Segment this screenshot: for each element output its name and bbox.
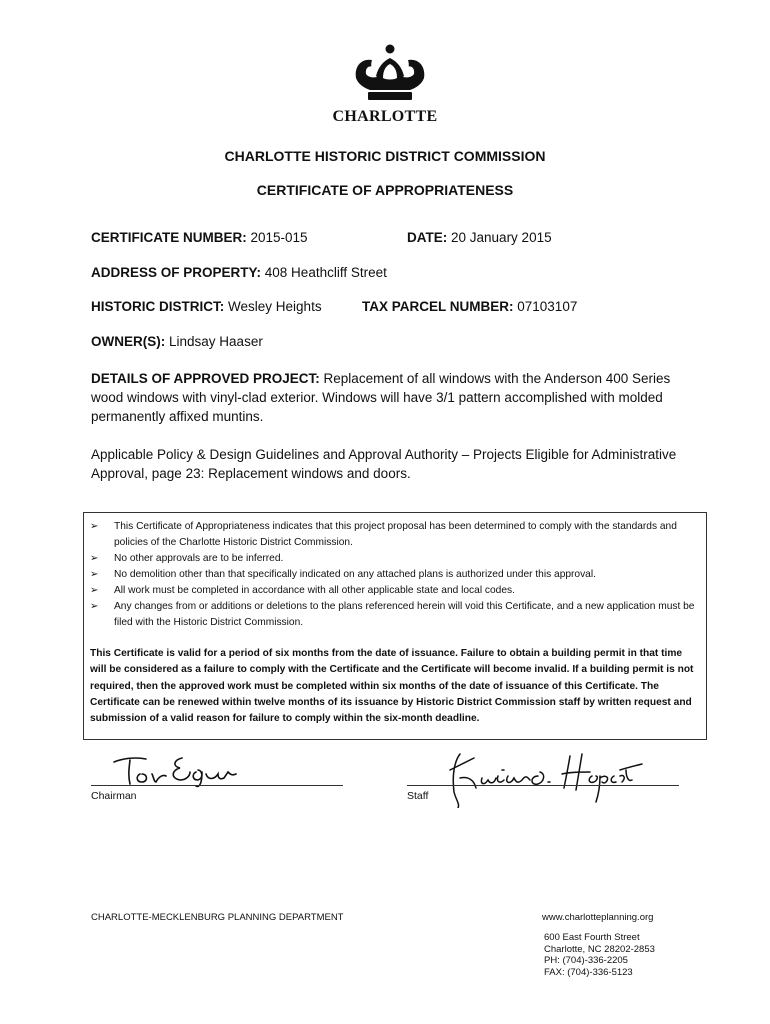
certificate-number-value: 2015-015 (250, 230, 308, 245)
date-label: DATE: (407, 230, 448, 245)
condition-item: ➢ Any changes from or additions or deletions to the plans referenced herein will void this Certificate, and a new application must be filed with the Historic District Commission. (90, 601, 695, 628)
arrow-bullet-icon: ➢ (90, 569, 99, 580)
details-label: DETAILS OF APPROVED PROJECT: (91, 371, 320, 386)
footer-phone: PH: (704)-336-2205 (544, 955, 628, 966)
condition-item: ➢ This Certificate of Appropriateness indicates that this project proposal has been determined to comply with the standards and policies of the Charlotte Historic District Commission. (90, 521, 677, 548)
chairman-signature-line (91, 785, 343, 786)
commission-heading: CHARLOTTE HISTORIC DISTRICT COMMISSION (224, 148, 546, 164)
condition-item: ➢ No other approvals are to be inferred. (90, 551, 696, 567)
district-label: HISTORIC DISTRICT: (91, 299, 225, 314)
staff-signature-line (407, 785, 679, 786)
chairman-label: Chairman (91, 790, 137, 802)
parcel-value: 07103107 (517, 299, 578, 314)
conditions-box (83, 512, 707, 740)
date-value: 20 January 2015 (451, 230, 552, 245)
footer-fax: FAX: (704)-336-5123 (544, 966, 633, 978)
arrow-bullet-icon: ➢ (90, 553, 99, 564)
logo-wordmark: CHARLOTTE (332, 108, 438, 125)
parcel-field (362, 299, 577, 314)
footer-website[interactable]: www.charlotteplanning.org (542, 912, 654, 923)
certificate-number-field (91, 230, 308, 245)
project-details (91, 369, 701, 426)
charlotte-crown-logo (350, 44, 430, 104)
staff-signature (430, 748, 645, 808)
conditions-list (90, 519, 696, 631)
chairman-signature (110, 752, 240, 788)
policy-guidelines: Applicable Policy & Design Guidelines and Approval Authority – Projects Eligible for Administrative Approval, page 23: Replacement windows and doors. (91, 447, 677, 481)
condition-item: ➢ No demolition other than that specifically indicated on any attached plans is authorized under this approval. (90, 567, 696, 583)
date-field (407, 230, 552, 245)
validity-statement: This Certificate is valid for a period of six months from the date of issuance. Failure to obtain a building permit in that time will be considered as a failure to comply with the Certificate and the Certificate will become invalid. If a building permit is not required, then the approved work must be completed within six months of the date of issuance of this Certificate. The Certificate can be renewed within twelve months of its issuance by Historic District Commission staff by written request and submission of a valid reason for failure to comply within the six-month deadline. (90, 648, 694, 725)
footer-address-block (544, 932, 655, 978)
arrow-bullet-icon: ➢ (90, 585, 99, 596)
staff-label: Staff (407, 790, 429, 802)
details-text: Replacement of all windows with the Anderson 400 Series wood windows with vinyl-clad exterior. Windows will have 3/1 pattern accomplished with molded permanently affixed muntins. (91, 371, 671, 424)
footer-street: 600 East Fourth Street (544, 932, 640, 943)
district-field (91, 299, 322, 314)
owner-label: OWNER(S): (91, 334, 166, 349)
arrow-bullet-icon: ➢ (90, 601, 99, 612)
owner-value: Lindsay Haaser (169, 334, 263, 349)
address-label: ADDRESS OF PROPERTY: (91, 265, 262, 280)
parcel-label: TAX PARCEL NUMBER: (362, 299, 514, 314)
footer-city: Charlotte, NC 28202-2853 (544, 943, 655, 955)
arrow-bullet-icon: ➢ (90, 521, 99, 532)
certificate-number-label: CERTIFICATE NUMBER: (91, 230, 247, 245)
owner-field (91, 334, 263, 349)
footer-department: CHARLOTTE-MECKLENBURG PLANNING DEPARTMENT (91, 912, 344, 923)
certificate-title: CERTIFICATE OF APPROPRIATENESS (256, 182, 514, 198)
condition-item: ➢ All work must be completed in accordance with all other applicable state and local codes. (90, 583, 696, 599)
district-value: Wesley Heights (228, 299, 322, 314)
address-field (91, 265, 387, 280)
address-value: 408 Heathcliff Street (264, 265, 387, 280)
